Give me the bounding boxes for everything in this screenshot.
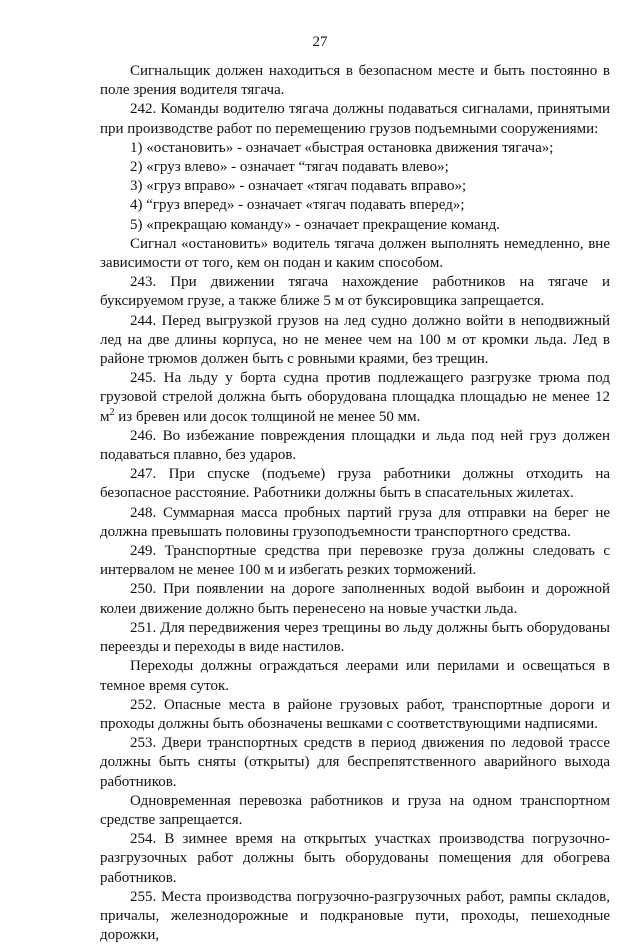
paragraph: 247. При спуске (подъеме) груза работники должны отходить на безопасное расстояние. Работники должны быть в спасательных жилетах.: [100, 466, 610, 502]
paragraph: 5) «прекращаю команду» - означает прекращение команд.: [130, 216, 501, 233]
paragraph: Сигнальщик должен находиться в безопасном месте и быть постоянно в поле зрения водителя тягача.: [100, 63, 610, 99]
paragraph: [100, 369, 610, 427]
paragraph: Одновременная перевозка работников и груза на одном транспортном средстве запрещается.: [100, 792, 610, 828]
paragraph: 253. Двери транспортных средств в период движения по ледовой трассе должны быть сняты (открыты) для беспрепятственного аварийного выхода работников.: [100, 735, 610, 790]
paragraph: 1) «остановить» - означает «быстрая остановка движения тягача»;: [130, 139, 554, 156]
paragraph: 3) «груз вправо» - означает «тягач подавать вправо»;: [130, 178, 467, 195]
page-number: 27: [312, 34, 328, 50]
paragraph: 244. Перед выгрузкой грузов на лед судно должно войти в неподвижный лед на две длины корпуса, но не менее чем на 100 м от кромки льда. Лед в районе трюмов должен быть с ровными краями, без трещин.: [100, 312, 610, 368]
paragraph: 242. Команды водителю тягача должны подаваться сигналами, принятыми при производстве работ по перемещению грузов подъемными сооружениями:: [100, 101, 610, 137]
paragraph: 2) «груз влево» - означает “тягач подавать влево»;: [130, 159, 449, 176]
paragraph: 248. Суммарная масса пробных партий груза для отправки на берег не должна превышать половины грузоподъемности транспортного средства.: [100, 504, 610, 540]
paragraph: 250. При появлении на дороге заполненных водой выбоин и дорожной колеи движение должно быть перенесено на новые участки льда.: [100, 581, 610, 617]
paragraph: 243. При движении тягача нахождение работников на тягаче и буксируемом грузе, а также ближе 5 м от буксировщика запрещается.: [100, 274, 610, 310]
paragraph: 252. Опасные места в районе грузовых работ, транспортные дороги и проходы должны быть обозначены вешками с соответствующими надписями.: [100, 696, 610, 732]
paragraph: 255. Места производства погрузочно-разгрузочных работ, рампы складов, причалы, железнодорожные и подкрановые пути, проходы, пешеходные дорожки,: [100, 888, 610, 944]
paragraph: 4) “груз вперед» - означает «тягач подавать вперед»;: [130, 197, 465, 214]
superscript: 2: [109, 406, 115, 418]
paragraph: 249. Транспортные средства при перевозке груза должны следовать с интервалом не менее 100 м и избегать резких торможений.: [100, 543, 610, 579]
paragraph: 246. Во избежание повреждения площадки и льда под ней груз должен подаваться плавно, без ударов.: [100, 427, 610, 464]
paragraph-text: 245. На льду у борта судна против подлежащего разгрузке трюма под грузовой стрелой должна быть оборудована площадка площадью не менее 12 м: [100, 370, 610, 425]
paragraph: Переходы должны ограждаться леерами или перилами и освещаться в темное время суток.: [100, 658, 610, 694]
paragraph: 254. В зимнее время на открытых участках производства погрузочно-разгрузочных работ должны быть оборудованы помещения для обогрева работников.: [100, 831, 610, 886]
paragraph: Сигнал «остановить» водитель тягача должен выполнять немедленно, вне зависимости от того, кем он подан и каким способом.: [100, 235, 610, 272]
paragraph-text: из бревен или досок толщиной не менее 50 мм.: [114, 408, 421, 425]
document-body: [100, 62, 610, 945]
paragraph: 251. Для передвижения через трещины во льду должны быть оборудованы переезды и переходы в виде настилов.: [100, 619, 610, 656]
